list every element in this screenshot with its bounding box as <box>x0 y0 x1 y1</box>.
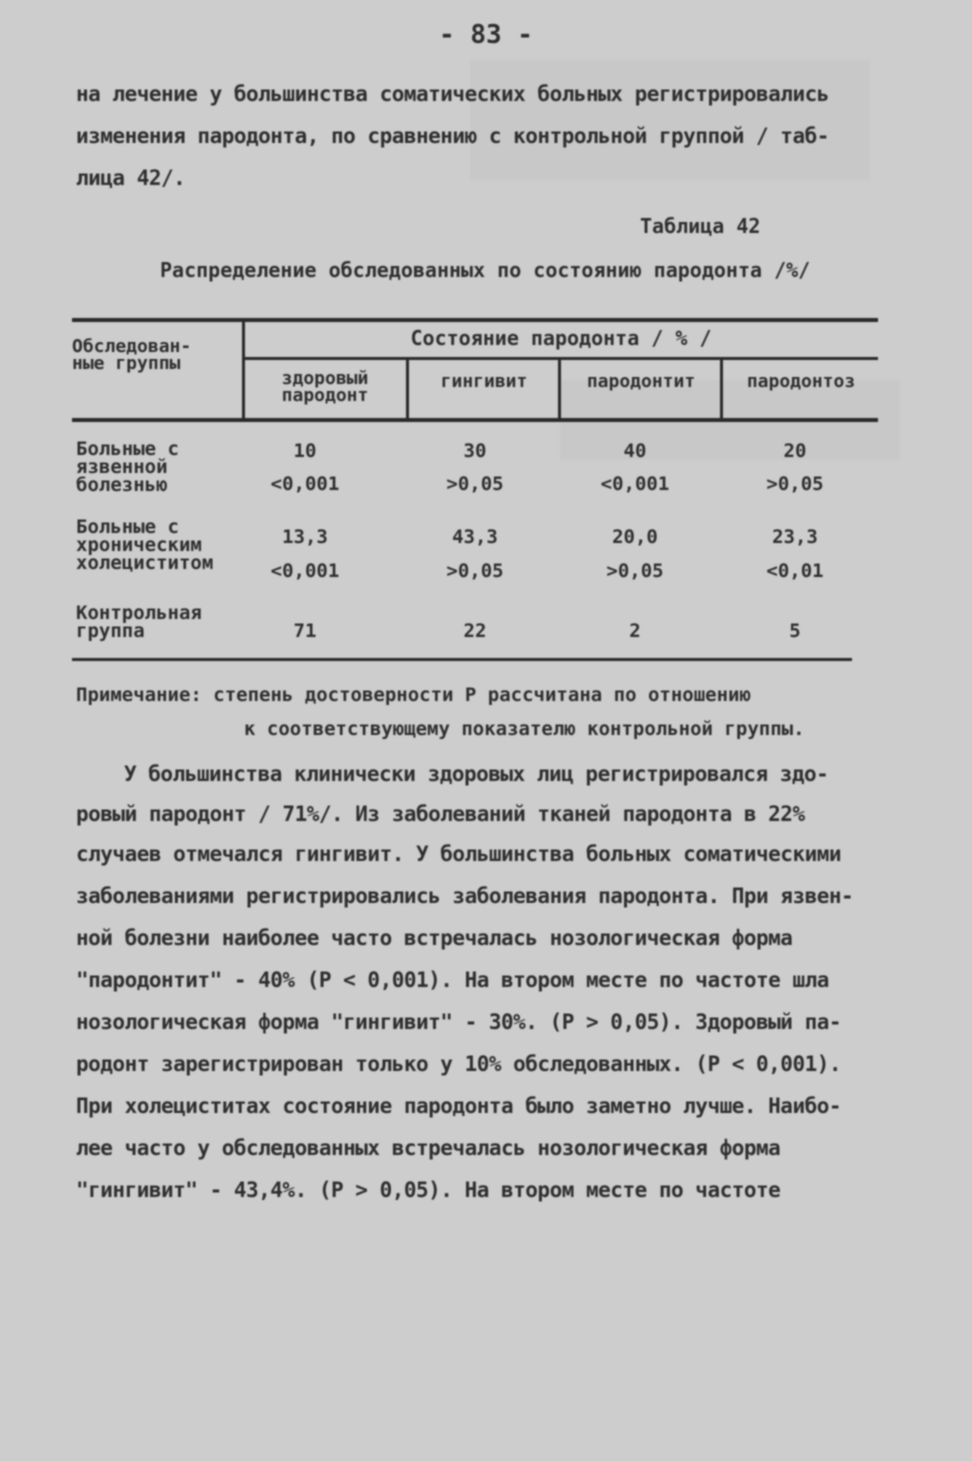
column-header-line: пародонт <box>281 385 369 406</box>
table-cell-value: 2 <box>629 620 641 642</box>
table-cell-pvalue: >0,05 <box>446 560 504 582</box>
header-subrule <box>244 357 878 360</box>
row-label: Контрольная группа <box>76 602 202 642</box>
table-cell-value: 20,0 <box>612 526 658 548</box>
intro-line: изменения пародонта, по сравнению с контрольной группой / таб- <box>76 124 829 148</box>
column-divider <box>720 360 723 418</box>
body-line: ной болезни наиболее часто встречалась нозологическая форма <box>76 926 793 950</box>
table-cell-pvalue: >0,05 <box>766 473 824 495</box>
body-line: ровый пародонт / 71%/. Из заболеваний тканей пародонта в 22% <box>76 802 805 826</box>
row-label: Больные с хроническим холециститом <box>76 516 214 574</box>
body-line: нозологическая форма "гингивит" - 30%. (Р > 0,05). Здоровый па- <box>76 1010 842 1034</box>
table-cell-value: 30 <box>463 440 487 462</box>
state-header: Состояние пародонта / % / <box>410 326 712 350</box>
body-line: заболеваниями регистрировались заболевания пародонта. При язвен- <box>76 884 854 908</box>
page-number: - 83 - <box>439 20 533 50</box>
column-header-line: гингивит <box>440 371 528 392</box>
table-cell-pvalue: >0,05 <box>446 473 504 495</box>
table-cell-pvalue: >0,05 <box>606 560 664 582</box>
table-cell-value: 22 <box>463 620 487 642</box>
header-bottom-rule <box>72 418 878 422</box>
column-header <box>412 373 556 390</box>
table-cell-pvalue: <0,001 <box>600 473 670 495</box>
column-header <box>724 373 878 390</box>
table-cell-value: 13,3 <box>282 526 328 548</box>
intro-line: лица 42/. <box>76 166 186 190</box>
table-bottom-rule <box>72 658 852 661</box>
row-label: Больные с язвенной болезнью <box>76 438 179 496</box>
table-caption: Таблица 42 <box>640 214 761 238</box>
body-line: "пародонтит" - 40% (Р < 0,001). На втором месте по частоте шла <box>76 968 829 992</box>
table-cell-pvalue: <0,001 <box>270 473 340 495</box>
group-header-line: Обследован- <box>72 336 192 357</box>
table-cell-pvalue: <0,001 <box>270 560 340 582</box>
body-line: У большинства клинически здоровых лиц регистрировался здо- <box>124 762 829 786</box>
bleed-through-shadow <box>470 60 870 180</box>
intro-line: на лечение у большинства соматических больных регистрировались <box>76 82 829 106</box>
table-top-rule <box>72 318 878 322</box>
body-line: случаев отмечался гингивит. У большинства больных соматическими <box>76 842 842 866</box>
body-line: лее часто у обследованных встречалась нозологическая форма <box>76 1136 781 1160</box>
table-cell-value: 5 <box>789 620 801 642</box>
column-header-line: пародонтоз <box>746 371 856 392</box>
column-header-line: здоровый <box>281 368 369 389</box>
column-header <box>564 373 718 390</box>
table-cell-pvalue: <0,01 <box>766 560 824 582</box>
table-title: Распределение обследованных по состоянию пародонта /%/ <box>160 258 811 282</box>
table-cell-value: 71 <box>293 620 317 642</box>
body-line: родонт зарегистрирован только у 10% обследованных. (Р < 0,001). <box>76 1052 842 1076</box>
table-cell-value: 10 <box>293 440 317 462</box>
table-note: Примечание: степень достоверности Р рассчитана по отношению <box>76 684 751 706</box>
column-divider <box>406 360 409 418</box>
column-header-line: пародонтит <box>586 371 696 392</box>
column-header <box>250 370 400 404</box>
body-line: При холециститах состояние пародонта было заметно лучше. Наибо- <box>76 1094 842 1118</box>
body-line: "гингивит" - 43,4%. (Р > 0,05). На втором месте по частоте <box>76 1178 781 1202</box>
table-cell-value: 40 <box>623 440 647 462</box>
table-cell-value: 43,3 <box>452 526 498 548</box>
column-divider <box>558 360 561 418</box>
table-cell-value: 23,3 <box>772 526 818 548</box>
group-header-line: ные группы <box>72 353 181 374</box>
table-note: к соответствующему показателю контрольной группы. <box>244 718 805 740</box>
group-header <box>72 338 242 372</box>
table-cell-value: 20 <box>783 440 807 462</box>
